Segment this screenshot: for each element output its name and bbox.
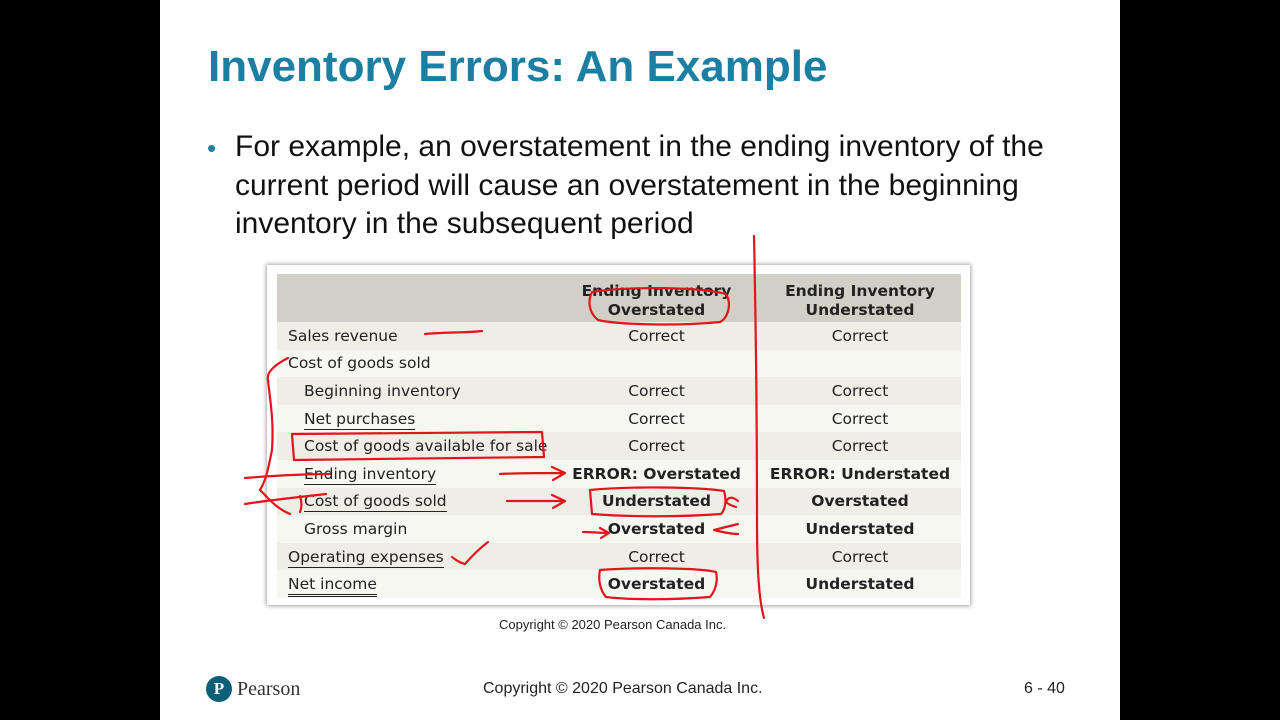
cell-overstated: Correct [628,381,685,400]
row-label: Sales revenue [288,326,398,345]
slide [160,0,1120,720]
cell-overstated: Overstated [607,575,706,594]
table-header-row [277,274,961,322]
row-label: Gross margin [304,519,408,538]
table-row [277,350,961,378]
row-label: Net income [288,575,377,597]
cell-understated: Correct [831,381,889,400]
row-label: Ending inventory [304,464,437,483]
cell-understated: Understated [805,575,915,594]
bullet-text: For example, an overstatement in the ending inventory of the current period will cause an overstatement in the beginning inventory in the subsequent period [235,130,1044,240]
table-row [277,570,961,598]
table-row [277,405,961,433]
row-label: Operating expenses [288,547,444,566]
table-row [277,488,961,516]
cell-overstated: Correct [628,326,685,345]
cell-understated: Correct [831,547,889,566]
cell-understated: Understated [805,519,915,538]
cell-understated: Overstated [811,492,909,511]
pearson-logo-icon: P [206,676,232,702]
cell-understated: Correct [831,326,889,345]
table-row [277,460,961,488]
row-label: Net purchases [304,409,416,428]
cell-overstated: Correct [628,409,685,428]
cell-overstated: Correct [628,437,685,456]
cell-overstated: Understated [602,492,711,511]
table-row [277,515,961,543]
table-row [277,543,961,571]
cell-understated [759,350,961,378]
slide-title: Inventory Errors: An Example [208,42,828,91]
header-overstated: Ending Inventory Overstated [581,282,732,319]
table-row [277,432,961,460]
row-label: Beginning inventory [304,381,461,400]
table-row [277,322,961,350]
cell-overstated: ERROR: Overstated [572,464,741,483]
cell-understated: Correct [831,437,889,456]
inventory-errors-table-figure [267,265,970,605]
table-row [277,377,961,405]
cell-overstated: Overstated [607,519,706,538]
row-label: Cost of goods available for sale [304,437,548,456]
header-understated: Ending Inventory Understated [785,282,935,319]
page-number: 6 - 40 [1024,680,1065,697]
bullet-marker: • [207,133,217,163]
cell-overstated: Correct [628,547,685,566]
cell-understated: ERROR: Understated [769,464,951,483]
cell-overstated [554,350,759,378]
cell-understated: Correct [831,409,889,428]
row-label: Cost of goods sold [288,354,431,373]
footer-copyright: Copyright © 2020 Pearson Canada Inc. [483,680,763,697]
table-copyright: Copyright © 2020 Pearson Canada Inc. [499,617,727,632]
pearson-logo-text: Pearson [237,677,301,700]
row-label: Cost of goods sold [304,492,447,511]
header-blank [277,274,554,322]
inventory-errors-table [277,274,961,598]
pearson-logo [206,676,300,702]
